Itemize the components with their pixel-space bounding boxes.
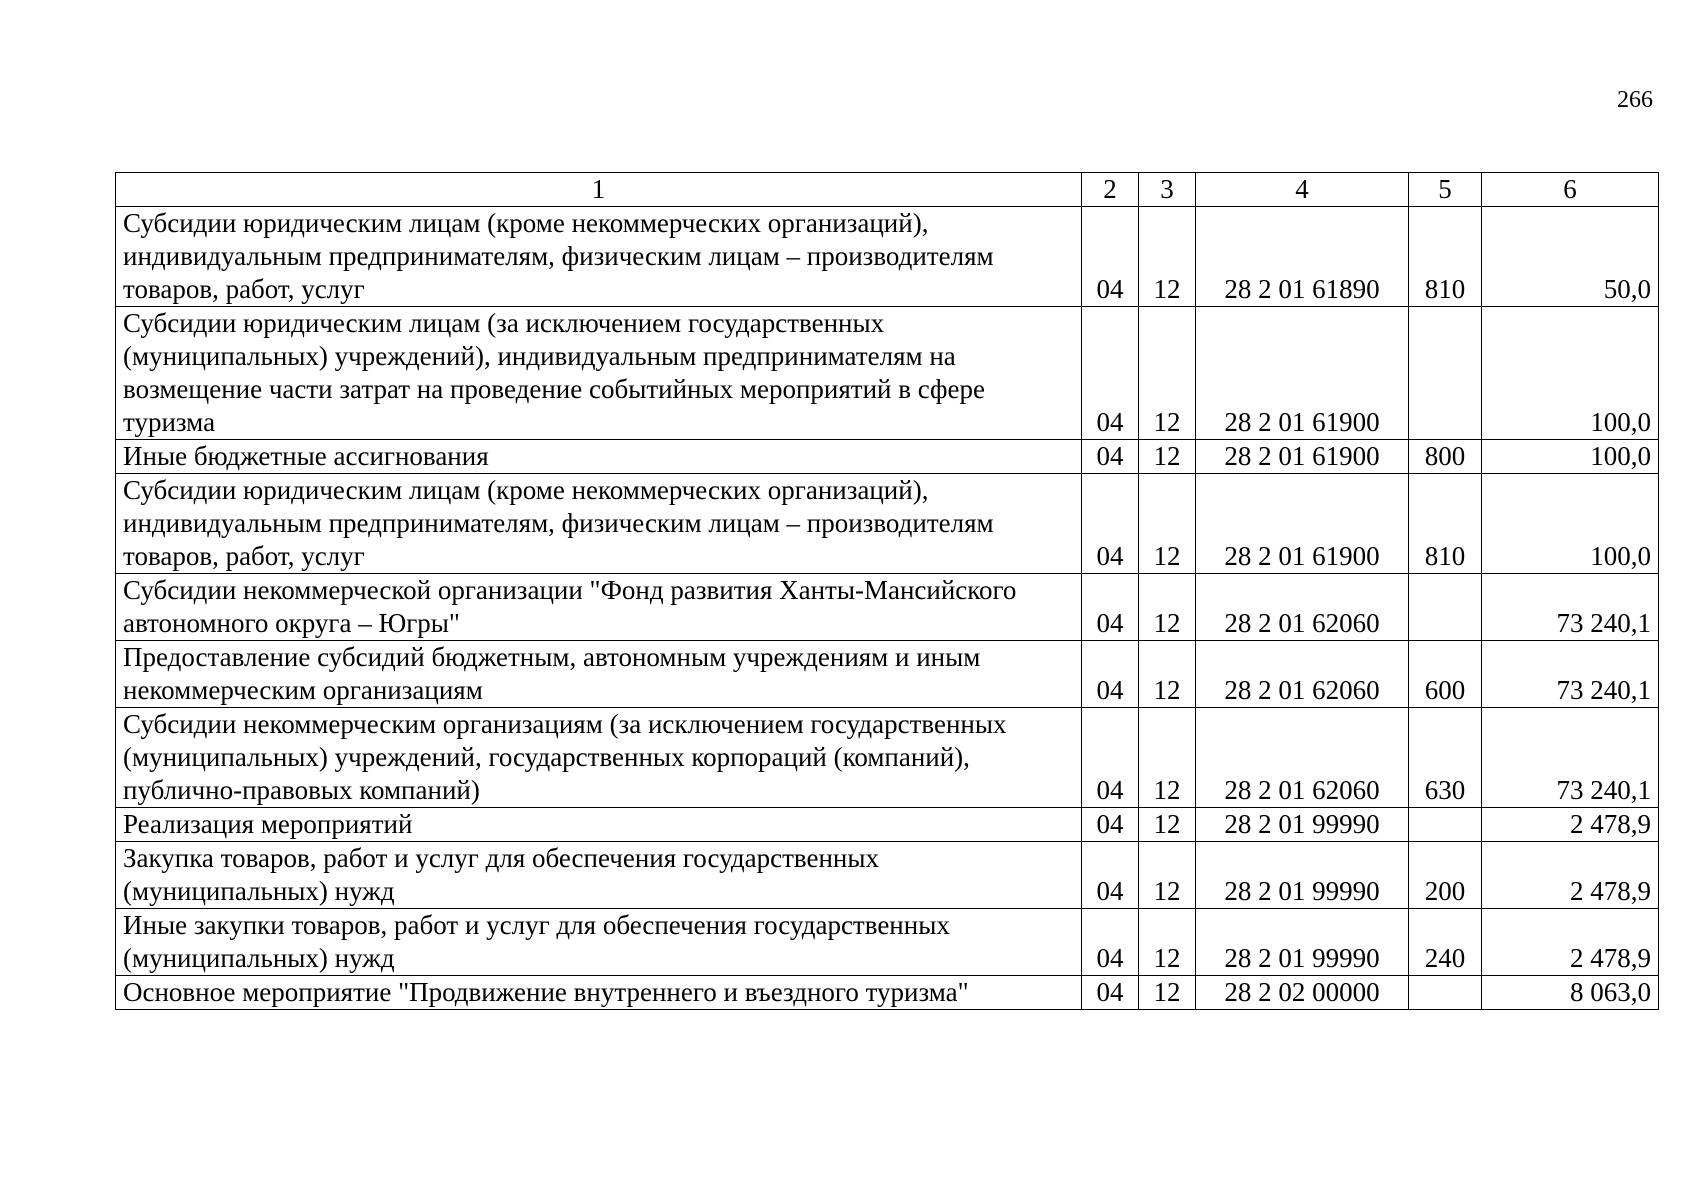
budget-table <box>115 172 1659 1010</box>
section-code: 04 <box>1082 641 1139 708</box>
section-code: 04 <box>1082 574 1139 641</box>
subsection-code: 12 <box>1139 574 1196 641</box>
target-article-code: 28 2 02 00000 <box>1196 976 1409 1010</box>
expense-type-code: 630 <box>1409 708 1482 808</box>
table-row <box>116 207 1659 307</box>
row-name: Иные закупки товаров, работ и услуг для обеспечения государственных (муниципальных) нужд <box>116 909 1082 976</box>
row-name: Предоставление субсидий бюджетным, автономным учреждениям и иным некоммерческим организациям <box>116 641 1082 708</box>
subsection-code: 12 <box>1139 474 1196 574</box>
column-header: 1 <box>116 173 1082 207</box>
expense-type-code: 240 <box>1409 909 1482 976</box>
header-row <box>116 173 1659 207</box>
subsection-code: 12 <box>1139 976 1196 1010</box>
section-code: 04 <box>1082 708 1139 808</box>
column-header: 2 <box>1082 173 1139 207</box>
amount: 73 240,1 <box>1482 641 1659 708</box>
table-row <box>116 641 1659 708</box>
row-name: Субсидии некоммерческим организациям (за исключением государственных (муниципальных) учреждений, государственных корпораций (компаний), публично-правовых компаний) <box>116 708 1082 808</box>
expense-type-code: 200 <box>1409 842 1482 909</box>
table-row <box>116 842 1659 909</box>
expense-type-code <box>1409 574 1482 641</box>
target-article-code: 28 2 01 61900 <box>1196 440 1409 474</box>
table-row <box>116 474 1659 574</box>
expense-type-code: 810 <box>1409 207 1482 307</box>
subsection-code: 12 <box>1139 440 1196 474</box>
row-name: Субсидии юридическим лицам (кроме некоммерческих организаций), индивидуальным предпринимателям, физическим лицам – производителям товаров, работ, услуг <box>116 207 1082 307</box>
row-name: Субсидии юридическим лицам (за исключением государственных (муниципальных) учреждений), индивидуальным предпринимателям на возмещение части затрат на проведение событийных мероприятий в сфере туризма <box>116 307 1082 440</box>
amount: 73 240,1 <box>1482 574 1659 641</box>
amount: 73 240,1 <box>1482 708 1659 808</box>
row-name: Субсидии юридическим лицам (кроме некоммерческих организаций), индивидуальным предпринимателям, физическим лицам – производителям товаров, работ, услуг <box>116 474 1082 574</box>
row-name: Закупка товаров, работ и услуг для обеспечения государственных (муниципальных) нужд <box>116 842 1082 909</box>
table-row <box>116 307 1659 440</box>
table-row <box>116 808 1659 842</box>
subsection-code: 12 <box>1139 307 1196 440</box>
target-article-code: 28 2 01 61890 <box>1196 207 1409 307</box>
subsection-code: 12 <box>1139 808 1196 842</box>
section-code: 04 <box>1082 474 1139 574</box>
target-article-code: 28 2 01 99990 <box>1196 909 1409 976</box>
subsection-code: 12 <box>1139 641 1196 708</box>
column-header: 4 <box>1196 173 1409 207</box>
table-row <box>116 708 1659 808</box>
expense-type-code: 600 <box>1409 641 1482 708</box>
amount: 100,0 <box>1482 440 1659 474</box>
target-article-code: 28 2 01 61900 <box>1196 474 1409 574</box>
table-row <box>116 574 1659 641</box>
section-code: 04 <box>1082 307 1139 440</box>
table-row <box>116 440 1659 474</box>
expense-type-code <box>1409 976 1482 1010</box>
amount: 2 478,9 <box>1482 909 1659 976</box>
subsection-code: 12 <box>1139 708 1196 808</box>
column-header: 5 <box>1409 173 1482 207</box>
expense-type-code <box>1409 307 1482 440</box>
row-name: Иные бюджетные ассигнования <box>116 440 1082 474</box>
table-row <box>116 909 1659 976</box>
column-header: 3 <box>1139 173 1196 207</box>
amount: 8 063,0 <box>1482 976 1659 1010</box>
section-code: 04 <box>1082 976 1139 1010</box>
subsection-code: 12 <box>1139 909 1196 976</box>
amount: 2 478,9 <box>1482 808 1659 842</box>
amount: 100,0 <box>1482 474 1659 574</box>
section-code: 04 <box>1082 207 1139 307</box>
target-article-code: 28 2 01 99990 <box>1196 842 1409 909</box>
expense-type-code: 800 <box>1409 440 1482 474</box>
row-name: Субсидии некоммерческой организации "Фонд развития Ханты-Мансийского автономного округа – Югры" <box>116 574 1082 641</box>
target-article-code: 28 2 01 99990 <box>1196 808 1409 842</box>
expense-type-code: 810 <box>1409 474 1482 574</box>
section-code: 04 <box>1082 808 1139 842</box>
subsection-code: 12 <box>1139 842 1196 909</box>
row-name: Основное мероприятие "Продвижение внутреннего и въездного туризма" <box>116 976 1082 1010</box>
target-article-code: 28 2 01 62060 <box>1196 574 1409 641</box>
target-article-code: 28 2 01 62060 <box>1196 641 1409 708</box>
row-name: Реализация мероприятий <box>116 808 1082 842</box>
section-code: 04 <box>1082 440 1139 474</box>
table-row <box>116 976 1659 1010</box>
expense-type-code <box>1409 808 1482 842</box>
column-header: 6 <box>1482 173 1659 207</box>
target-article-code: 28 2 01 62060 <box>1196 708 1409 808</box>
target-article-code: 28 2 01 61900 <box>1196 307 1409 440</box>
page-number: 266 <box>1617 87 1653 113</box>
amount: 2 478,9 <box>1482 842 1659 909</box>
section-code: 04 <box>1082 842 1139 909</box>
section-code: 04 <box>1082 909 1139 976</box>
subsection-code: 12 <box>1139 207 1196 307</box>
amount: 50,0 <box>1482 207 1659 307</box>
amount: 100,0 <box>1482 307 1659 440</box>
